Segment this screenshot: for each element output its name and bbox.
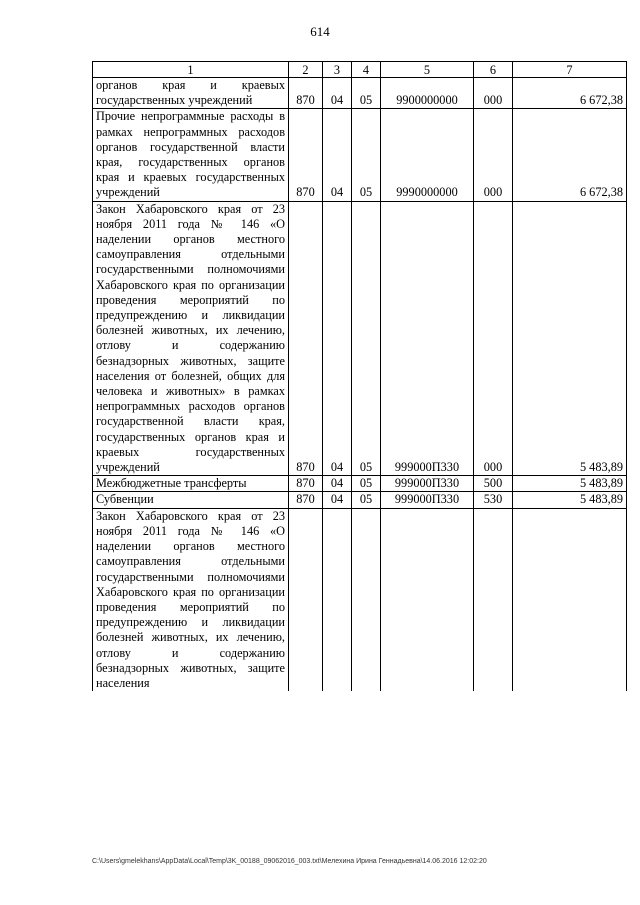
ministry-code: 870 <box>289 201 323 476</box>
column-header: 4 <box>352 62 381 78</box>
section-code: 04 <box>323 109 352 201</box>
row-name: Субвенции <box>93 492 289 508</box>
row-name: Межбюджетные трансферты <box>93 476 289 492</box>
ministry-code: 870 <box>289 109 323 201</box>
target-article: 999000П330 <box>381 492 474 508</box>
expense-type <box>474 508 513 691</box>
section-code: 04 <box>323 476 352 492</box>
ministry-code: 870 <box>289 492 323 508</box>
footer-file-path: C:\Users\gmelekhans\AppData\Local\Temp\3K_00188_09062016_003.txt\Мелехина Ирина Геннадьевна\14.06.2016 12:02:20 <box>92 858 487 865</box>
amount: 5 483,89 <box>513 476 627 492</box>
row-name: органов края и краевых государственных учреждений <box>93 78 289 109</box>
section-code: 04 <box>323 201 352 476</box>
amount: 6 672,38 <box>513 78 627 109</box>
table-row <box>93 78 627 109</box>
target-article: 999000П330 <box>381 201 474 476</box>
budget-table <box>92 61 627 691</box>
column-header: 3 <box>323 62 352 78</box>
target-article: 999000П330 <box>381 476 474 492</box>
target-article: 9900000000 <box>381 78 474 109</box>
section-code <box>323 508 352 691</box>
amount <box>513 508 627 691</box>
row-name: Прочие непрограммные расходы в рамках непрограммных расходов органов государственной власти края, государственных органов края и краевых государственных учреждений <box>93 109 289 201</box>
subsection-code: 05 <box>352 476 381 492</box>
amount: 5 483,89 <box>513 492 627 508</box>
row-name: Закон Хабаровского края от 23 ноября 2011 года № 146 «О наделении органов местного самоуправления отдельными государственными полномочиями Хабаровского края по организации проведения мероприятий по предупреждению и ликвидации болезней животных, их лечению, отлову и содержанию безнадзорных животных, защите населения <box>93 508 289 691</box>
subsection-code: 05 <box>352 109 381 201</box>
expense-type: 500 <box>474 476 513 492</box>
table-row <box>93 476 627 492</box>
column-header: 2 <box>289 62 323 78</box>
target-article: 9990000000 <box>381 109 474 201</box>
expense-type: 000 <box>474 109 513 201</box>
ministry-code <box>289 508 323 691</box>
column-header: 6 <box>474 62 513 78</box>
target-article <box>381 508 474 691</box>
table-row <box>93 201 627 476</box>
subsection-code: 05 <box>352 201 381 476</box>
ministry-code: 870 <box>289 476 323 492</box>
expense-type: 530 <box>474 492 513 508</box>
section-code: 04 <box>323 78 352 109</box>
ministry-code: 870 <box>289 78 323 109</box>
expense-type: 000 <box>474 78 513 109</box>
table-row <box>93 508 627 691</box>
row-name: Закон Хабаровского края от 23 ноября 2011 года № 146 «О наделении органов местного самоуправления отдельными государственными полномочиями Хабаровского края по организации проведения мероприятий по предупреждению и ликвидации болезней животных, их лечению, отлову и содержанию безнадзорных животных, защите населения от болезней, общих для человека и животных» в рамках непрограммных расходов органов государственной власти края, государственных органов края и краевых государственных учреждений <box>93 201 289 476</box>
page-number: 614 <box>310 24 330 39</box>
column-header: 5 <box>381 62 474 78</box>
expense-type: 000 <box>474 201 513 476</box>
subsection-code <box>352 508 381 691</box>
subsection-code: 05 <box>352 492 381 508</box>
section-code: 04 <box>323 492 352 508</box>
table-row <box>93 492 627 508</box>
amount: 6 672,38 <box>513 109 627 201</box>
column-header: 7 <box>513 62 627 78</box>
column-header: 1 <box>93 62 289 78</box>
table-header-row <box>93 62 627 78</box>
table-row <box>93 109 627 201</box>
amount: 5 483,89 <box>513 201 627 476</box>
subsection-code: 05 <box>352 78 381 109</box>
